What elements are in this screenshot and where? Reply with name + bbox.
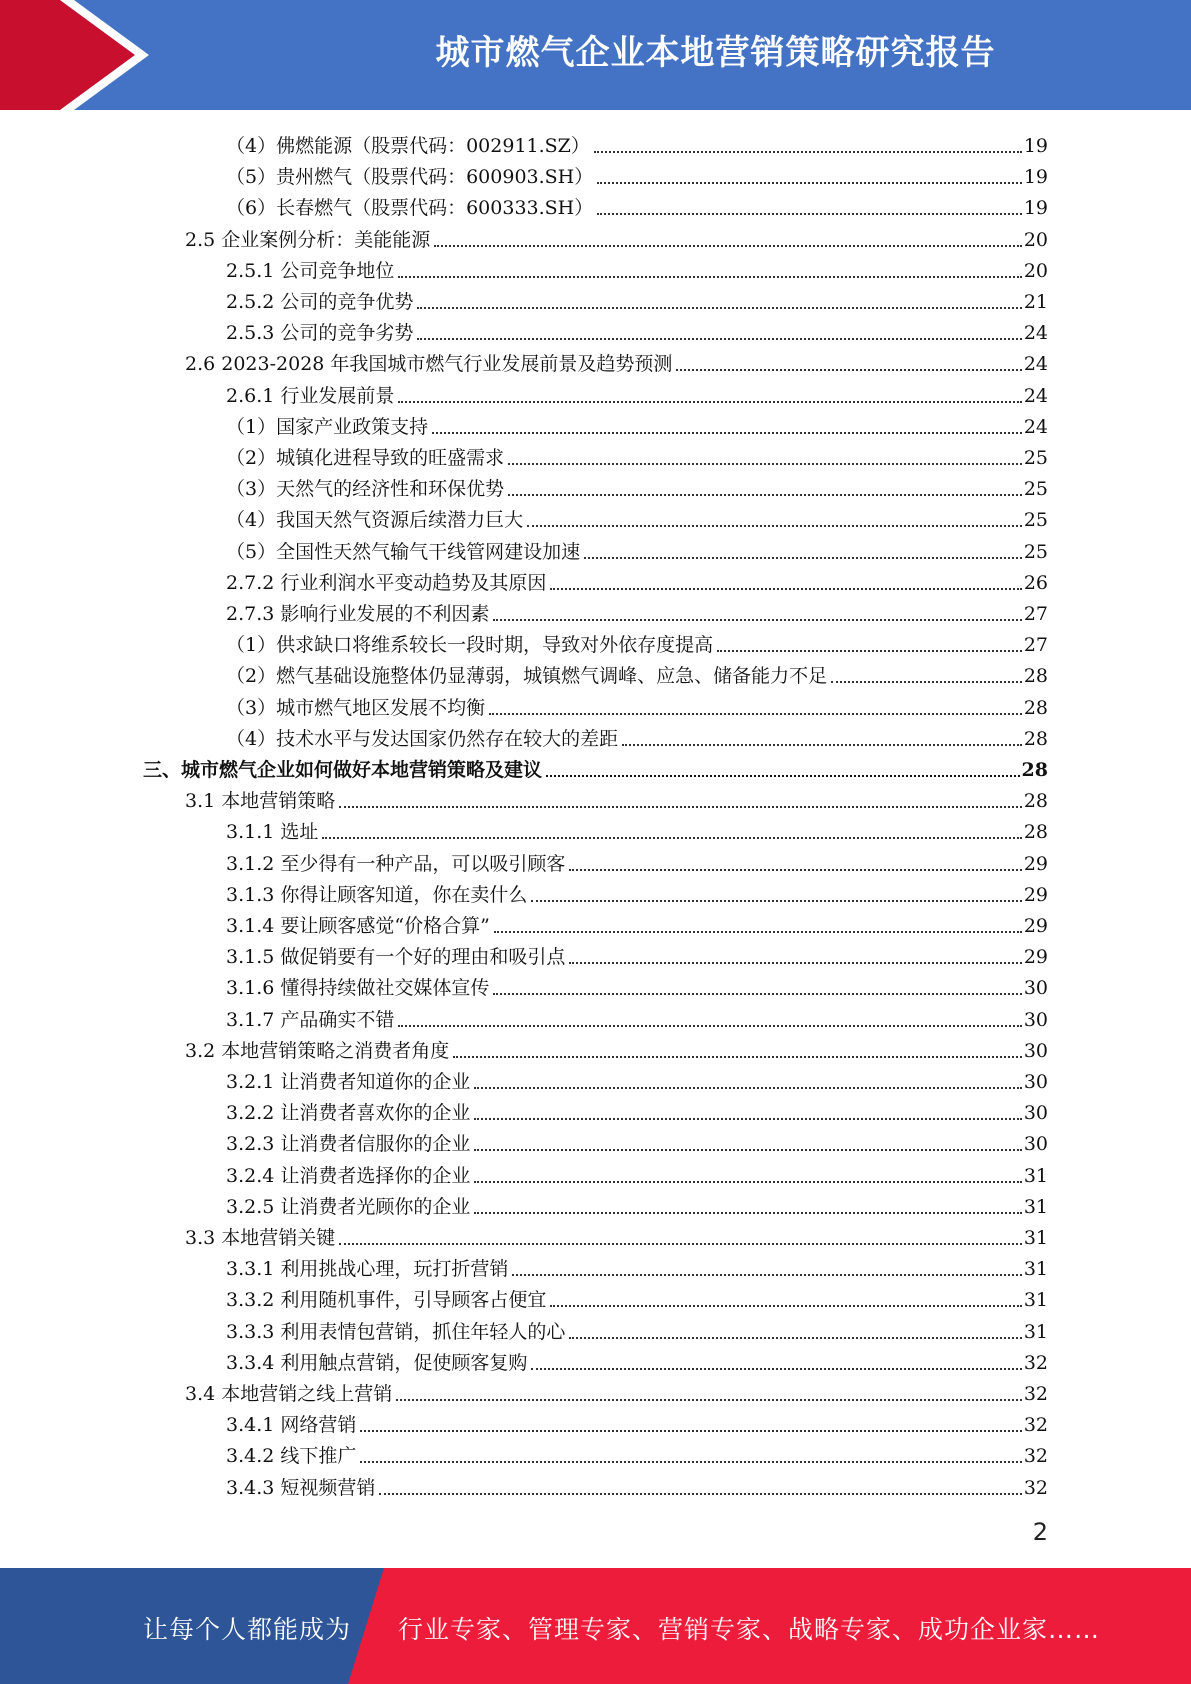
toc-entry-page: 32 xyxy=(1023,1476,1048,1499)
toc-dot-leader xyxy=(508,463,1022,465)
toc-entry-title: 3.2.1 让消费者知道你的企业 xyxy=(226,1071,471,1093)
toc-dot-leader xyxy=(434,245,1022,247)
toc-entry[interactable] xyxy=(226,190,1048,221)
toc-entry[interactable] xyxy=(226,253,1048,284)
toc-entry[interactable] xyxy=(185,1220,1048,1251)
toc-entry-title: （4）佛燃能源（股票代码：002911.SZ） xyxy=(226,135,590,157)
toc-entry[interactable] xyxy=(226,1438,1048,1469)
toc-entry-title: 3.1.3 你得让顾客知道，你在卖什么 xyxy=(226,883,528,906)
toc-dot-leader xyxy=(493,993,1021,995)
toc-entry[interactable] xyxy=(226,877,1048,908)
toc-dot-leader xyxy=(584,557,1022,559)
toc-entry[interactable] xyxy=(226,1095,1048,1126)
toc-entry-page: 32 xyxy=(1023,1445,1048,1468)
toc-dot-leader xyxy=(512,1274,1021,1276)
toc-entry-page: 27 xyxy=(1023,603,1048,625)
footer-slogan: 让每个人都能成为 xyxy=(143,1615,352,1644)
footer-tagline: 行业专家、管理专家、营销专家、战略专家、成功企业家…… xyxy=(398,1615,1101,1644)
toc-entry-page: 30 xyxy=(1023,1133,1048,1156)
toc-dot-leader xyxy=(676,369,1021,371)
toc-entry-page: 30 xyxy=(1023,977,1048,1000)
toc-entry-page: 31 xyxy=(1023,1164,1048,1187)
toc-dot-leader xyxy=(432,432,1022,434)
toc-entry-page: 25 xyxy=(1023,509,1048,532)
toc-entry-page: 20 xyxy=(1023,259,1048,282)
toc-entry[interactable] xyxy=(226,1189,1048,1220)
toc-entry-title: 3.4 本地营销之线上营销 xyxy=(185,1383,393,1405)
toc-entry[interactable] xyxy=(226,1064,1048,1095)
toc-entry[interactable] xyxy=(143,752,1048,783)
toc-entry-page: 31 xyxy=(1023,1289,1048,1312)
toc-entry-page: 31 xyxy=(1023,1320,1048,1343)
toc-entry-title: （4）我国天然气资源后续潜力巨大 xyxy=(226,509,524,532)
toc-dot-leader xyxy=(597,182,1022,184)
toc-dot-leader xyxy=(322,837,1021,839)
toc-entry-page: 30 xyxy=(1023,1039,1048,1062)
toc-entry-title: 2.5.3 公司的竞争劣势 xyxy=(226,322,414,345)
toc-dot-leader xyxy=(569,1337,1021,1339)
toc-entry[interactable] xyxy=(226,502,1048,533)
toc-entry-page: 29 xyxy=(1023,915,1048,937)
toc-dot-leader xyxy=(550,588,1021,590)
toc-dot-leader xyxy=(597,213,1022,215)
toc-entry-title: （5）全国性天然气输气干线管网建设加速 xyxy=(226,540,581,563)
toc-dot-leader xyxy=(474,1149,1021,1151)
toc-entry-page: 25 xyxy=(1023,447,1048,469)
toc-dot-leader xyxy=(546,775,1020,777)
toc-dot-leader xyxy=(717,650,1022,652)
toc-entry-page: 28 xyxy=(1023,696,1048,719)
toc-dot-leader xyxy=(398,401,1021,403)
toc-entry-page: 24 xyxy=(1023,322,1048,345)
toc-entry-page: 19 xyxy=(1023,135,1048,157)
toc-entry-page: 32 xyxy=(1023,1414,1048,1437)
page-number: 2 xyxy=(1032,1518,1048,1546)
toc-entry-title: （1）供求缺口将维系较长一段时期，导致对外依存度提高 xyxy=(226,634,714,657)
toc-entry[interactable] xyxy=(226,814,1048,845)
toc-entry[interactable] xyxy=(185,1376,1048,1407)
document-title: 城市燃气企业本地营销策略研究报告 xyxy=(435,33,996,73)
toc-dot-leader xyxy=(417,307,1021,309)
toc-entry-title: 2.7.2 行业利润水平变动趋势及其原因 xyxy=(226,571,547,594)
toc-entry-title: 2.5.2 公司的竞争优势 xyxy=(226,291,414,313)
toc-entry-page: 25 xyxy=(1023,478,1048,501)
toc-entry-title: （3）天然气的经济性和环保优势 xyxy=(226,478,505,501)
toc-dot-leader xyxy=(339,806,1022,808)
toc-entry-title: 3.1.2 至少得有一种产品，可以吸引顾客 xyxy=(226,852,566,875)
toc-entry-title: 3.3.3 利用表情包营销，抓住年轻人的心 xyxy=(226,1320,566,1343)
toc-dot-leader xyxy=(398,1025,1021,1027)
toc-entry[interactable] xyxy=(226,1314,1048,1345)
toc-entry-title: （2）城镇化进程导致的旺盛需求 xyxy=(226,447,505,469)
toc-entry[interactable] xyxy=(185,1033,1048,1064)
toc-entry-page: 29 xyxy=(1023,946,1048,969)
toc-entry-title: 3.2.3 让消费者信服你的企业 xyxy=(226,1133,471,1156)
toc-dot-leader xyxy=(474,1212,1021,1214)
toc-entry[interactable] xyxy=(226,1282,1048,1313)
toc-dot-leader xyxy=(360,1461,1021,1463)
toc-entry[interactable] xyxy=(226,315,1048,346)
toc-entry-page: 29 xyxy=(1023,883,1048,906)
toc-entry[interactable] xyxy=(185,222,1048,253)
toc-entry-page: 24 xyxy=(1023,353,1048,376)
toc-dot-leader xyxy=(622,744,1022,746)
toc-dot-leader xyxy=(594,151,1022,153)
toc-entry-title: 3.1.6 懂得持续做社交媒体宣传 xyxy=(226,977,490,1000)
toc-entry-title: 3.4.2 线下推广 xyxy=(226,1445,357,1468)
toc-entry-title: （1）国家产业政策支持 xyxy=(226,415,429,438)
toc-entry[interactable] xyxy=(226,284,1048,315)
toc-entry-page: 24 xyxy=(1023,384,1048,407)
toc-entry-title: （6）长春燃气（股票代码：600333.SH） xyxy=(226,197,594,220)
toc-entry-page: 27 xyxy=(1023,634,1048,657)
toc-entry-title: 3.2 本地营销策略之消费者角度 xyxy=(185,1039,450,1062)
toc-entry[interactable] xyxy=(226,1158,1048,1189)
toc-entry-title: 3.2.2 让消费者喜欢你的企业 xyxy=(226,1102,471,1125)
toc-entry-title: 3.3.4 利用触点营销，促使顾客复购 xyxy=(226,1351,528,1374)
toc-entry[interactable] xyxy=(226,939,1048,970)
toc-dot-leader xyxy=(398,276,1021,278)
toc-entry-page: 32 xyxy=(1023,1351,1048,1374)
toc-entry-page: 28 xyxy=(1023,665,1048,688)
toc-entry[interactable] xyxy=(226,846,1048,877)
toc-entry-page: 26 xyxy=(1023,571,1048,594)
toc-dot-leader xyxy=(474,1118,1021,1120)
toc-entry-page: 30 xyxy=(1023,1071,1048,1093)
toc-entry[interactable] xyxy=(185,783,1048,814)
toc-dot-leader xyxy=(527,525,1022,527)
toc-entry-page: 25 xyxy=(1023,540,1048,563)
toc-dot-leader xyxy=(474,1087,1021,1089)
toc-dot-leader xyxy=(489,713,1022,715)
toc-dot-leader xyxy=(531,900,1021,902)
toc-entry-page: 30 xyxy=(1023,1008,1048,1031)
toc-entry-title: 2.6 2023-2028 年我国城市燃气行业发展前景及趋势预测 xyxy=(185,353,673,376)
toc-entry-title: 3.4.3 短视频营销 xyxy=(226,1476,376,1499)
toc-entry-page: 31 xyxy=(1023,1258,1048,1281)
toc-entry-title: （5）贵州燃气（股票代码：600903.SH） xyxy=(226,166,594,189)
toc-entry-page: 19 xyxy=(1023,197,1048,220)
toc-entry[interactable] xyxy=(226,471,1048,502)
toc-entry-title: 3.3 本地营销关键 xyxy=(185,1227,336,1249)
toc-entry[interactable] xyxy=(226,596,1048,627)
header-arrow-decoration xyxy=(0,0,160,110)
toc-entry[interactable] xyxy=(226,1002,1048,1033)
toc-entry[interactable] xyxy=(226,378,1048,409)
toc-entry-title: 2.6.1 行业发展前景 xyxy=(226,384,395,407)
toc-entry[interactable] xyxy=(226,721,1048,752)
toc-entry-title: 3.4.1 网络营销 xyxy=(226,1414,357,1437)
toc-entry-title: 2.5 企业案例分析：美能能源 xyxy=(185,228,431,251)
toc-entry[interactable] xyxy=(226,440,1048,471)
toc-entry-title: 2.7.3 影响行业发展的不利因素 xyxy=(226,603,490,625)
toc-entry[interactable] xyxy=(226,1345,1048,1376)
toc-entry-title: 三、城市燃气企业如何做好本地营销策略及建议 xyxy=(143,759,543,781)
toc-dot-leader xyxy=(831,681,1022,683)
toc-entry-title: 3.1.7 产品确实不错 xyxy=(226,1008,395,1031)
toc-dot-leader xyxy=(453,1056,1022,1058)
toc-entry-title: 3.1.4 要让顾客感觉“价格合算” xyxy=(226,915,490,937)
toc-entry-title: 3.3.1 利用挑战心理，玩打折营销 xyxy=(226,1258,509,1281)
toc-dot-leader xyxy=(417,338,1021,340)
toc-entry-page: 21 xyxy=(1023,291,1048,313)
toc-entry-title: （2）燃气基础设施整体仍显薄弱，城镇燃气调峰、应急、储备能力不足 xyxy=(226,665,828,688)
toc-entry[interactable] xyxy=(226,1126,1048,1157)
toc-entry-title: （3）城市燃气地区发展不均衡 xyxy=(226,696,486,719)
toc-entry[interactable] xyxy=(185,346,1048,377)
toc-entry[interactable] xyxy=(226,159,1048,190)
toc-dot-leader xyxy=(493,619,1021,621)
toc-entry[interactable] xyxy=(226,128,1048,159)
toc-entry[interactable] xyxy=(226,970,1048,1001)
toc-entry-page: 28 xyxy=(1023,727,1048,750)
toc-entry-page: 24 xyxy=(1023,415,1048,438)
toc-dot-leader xyxy=(508,494,1022,496)
toc-entry[interactable] xyxy=(226,534,1048,565)
toc-entry-title: （4）技术水平与发达国家仍然存在较大的差距 xyxy=(226,727,619,750)
toc-entry-page: 32 xyxy=(1023,1383,1048,1405)
toc-entry-page: 28 xyxy=(1023,790,1048,813)
toc-entry-title: 3.1.5 做促销要有一个好的理由和吸引点 xyxy=(226,946,566,969)
toc-dot-leader xyxy=(569,962,1021,964)
toc-dot-leader xyxy=(474,1181,1021,1183)
toc-dot-leader xyxy=(494,931,1022,933)
toc-entry-page: 30 xyxy=(1023,1102,1048,1125)
toc-dot-leader xyxy=(339,1243,1022,1245)
toc-entry-page: 19 xyxy=(1023,166,1048,189)
toc-entry[interactable] xyxy=(226,409,1048,440)
toc-dot-leader xyxy=(360,1430,1021,1432)
toc-entry-page: 28 xyxy=(1023,821,1048,844)
toc-entry[interactable] xyxy=(226,1407,1048,1438)
header-band xyxy=(0,0,1191,110)
toc-entry[interactable] xyxy=(226,908,1048,939)
toc-entry[interactable] xyxy=(226,658,1048,689)
toc-entry[interactable] xyxy=(226,1251,1048,1282)
toc-entry-page: 20 xyxy=(1023,228,1048,251)
toc-entry-title: 3.1.1 选址 xyxy=(226,821,319,844)
toc-entry-title: 3.2.5 让消费者光顾你的企业 xyxy=(226,1195,471,1218)
toc-entry[interactable] xyxy=(226,690,1048,721)
toc-entry-page: 31 xyxy=(1023,1227,1048,1249)
toc-entry-page: 29 xyxy=(1023,852,1048,875)
toc-entry-page: 28 xyxy=(1021,759,1048,781)
toc-entry[interactable] xyxy=(226,565,1048,596)
toc-dot-leader xyxy=(569,869,1021,871)
toc-entry[interactable] xyxy=(226,1470,1048,1501)
toc-dot-leader xyxy=(550,1305,1021,1307)
toc-entry-page: 31 xyxy=(1023,1195,1048,1218)
toc-entry[interactable] xyxy=(226,627,1048,658)
toc-entry-title: 3.2.4 让消费者选择你的企业 xyxy=(226,1164,471,1187)
toc-entry-title: 3.1 本地营销策略 xyxy=(185,790,336,813)
toc-dot-leader xyxy=(531,1368,1021,1370)
toc-entry-title: 3.3.2 利用随机事件，引导顾客占便宜 xyxy=(226,1289,547,1312)
toc-entry-title: 2.5.1 公司竞争地位 xyxy=(226,259,395,282)
toc-dot-leader xyxy=(396,1399,1022,1401)
toc-dot-leader xyxy=(379,1493,1021,1495)
